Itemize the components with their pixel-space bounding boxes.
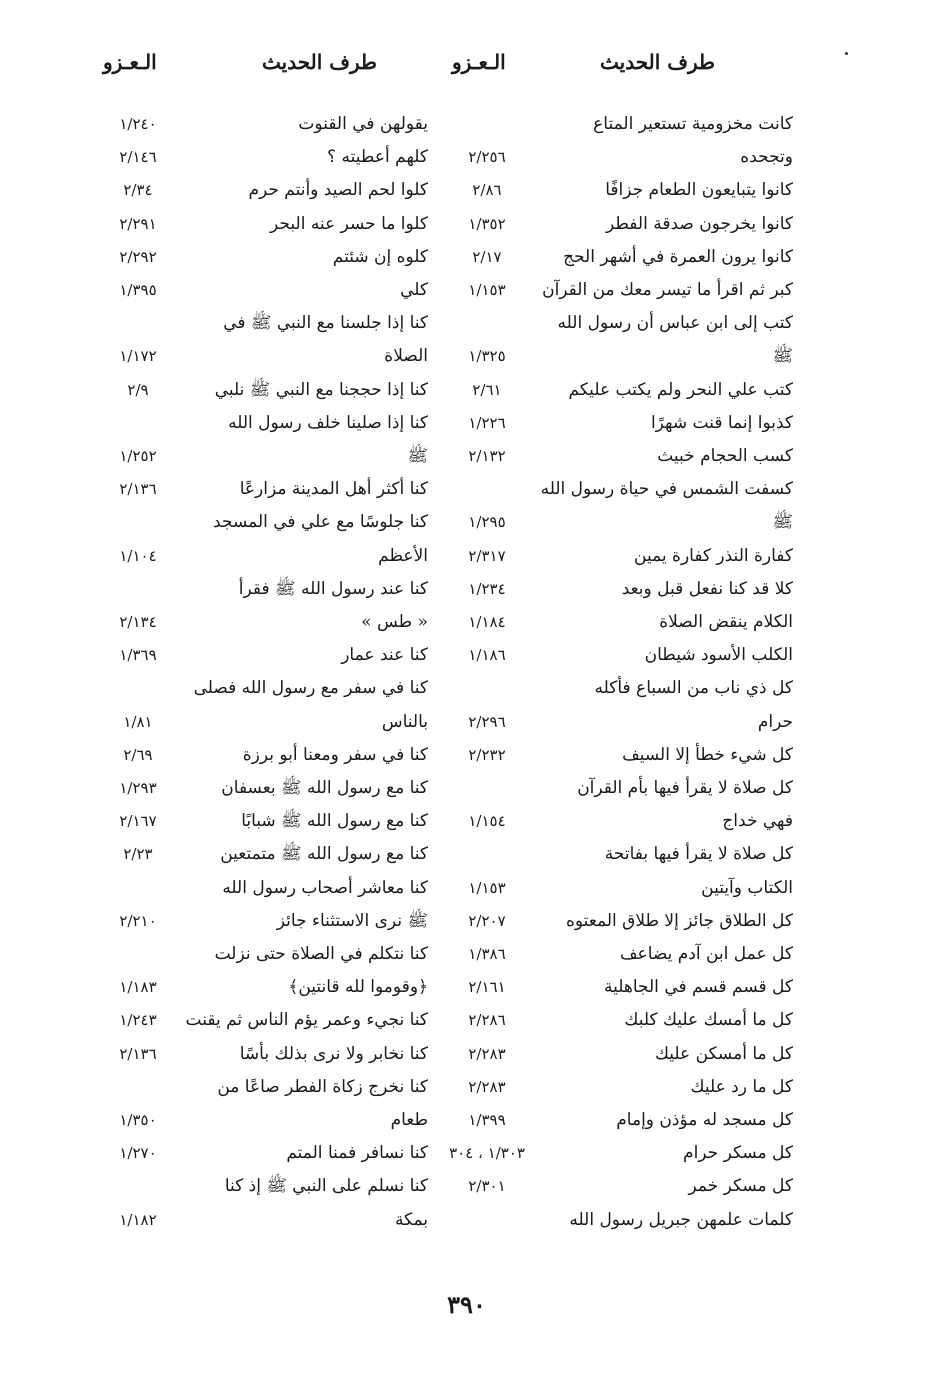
entry-text-line: كنا معاشر أصحاب رسول الله (222, 877, 428, 898)
entry-text-line: كانوا يرون العمرة في أشهر الحج (563, 246, 793, 267)
entry-text-line: كل الطلاق جائز إلا طلاق المعتوه (565, 910, 793, 931)
entry-text-line: حرام (757, 711, 793, 732)
entry-text-line: كنا إذا حججنا مع النبي ﷺ نلبي (214, 379, 428, 400)
corner-mark (845, 52, 848, 55)
entry-ref: ٢/١٣٦ (119, 480, 157, 499)
entry-text-line: كل ما أمسكن عليك (654, 1043, 793, 1064)
entry-text-line: كل مسجد له مؤذن وإمام (616, 1110, 793, 1130)
entry-ref: ١/٢٥٢ (119, 447, 157, 465)
entry-text-line: كل مسكر خمر (688, 1176, 793, 1197)
entry-ref: ٢/٦١ (472, 380, 502, 399)
entry-text-line: كنا نخابر ولا نرى بذلك بأسًا (239, 1043, 428, 1064)
entry-ref: ١/٣٨٦ (468, 945, 506, 963)
entry-ref: ٢/٣٤ (123, 181, 153, 200)
entry-text-line: كنا مع رسول الله ﷺ متمتعين (220, 844, 428, 865)
entry-ref: ١/١٥٣ (468, 281, 506, 299)
entry-ref: ٢/٩ (127, 380, 149, 399)
entry-ref: ١/٢٩٣ (119, 779, 157, 797)
right-ref-header: الـعـزو (452, 50, 506, 74)
entry-text-line: ﷺ نرى الاستثناء جائز (276, 910, 428, 931)
entry-text-line: كتب إلى ابن عباس أن رسول الله (557, 313, 793, 334)
entry-text-line: « طس » (361, 612, 428, 632)
entry-ref: ١/١٧٢ (119, 347, 157, 366)
entry-ref: ١/٣٥٠ (119, 1111, 157, 1129)
entry-ref: ١/٢٤٣ (119, 1011, 157, 1030)
entry-text-line: كنا نتكلم في الصلاة حتى نزلت (214, 944, 428, 964)
entry-text-line: كنا نخرج زكاة الفطر صاعًا من (217, 1076, 428, 1097)
entry-text-line: كنا إذا صلينا خلف رسول الله (228, 412, 428, 433)
entry-text-line: بمكة (394, 1209, 428, 1230)
entry-text-line: كنا إذا جلسنا مع النبي ﷺ في (223, 313, 428, 334)
entry-text-line: كانوا يتبايعون الطعام جزافًا (605, 180, 793, 201)
entry-ref: ١/٣٩٩ (468, 1111, 506, 1129)
entry-ref: ٢/٢٣٢ (468, 745, 506, 764)
entry-ref: ١/١٨٢ (119, 1210, 157, 1229)
entry-text-line: كنا نسافر فمنا المتم (286, 1143, 428, 1164)
entry-text-line: الكلام ينقض الصلاة (659, 612, 793, 632)
entry-text-line: كنا نجيء وعمر يؤم الناس ثم يقنت (185, 1010, 428, 1031)
entry-ref: ٢/٢٩٢ (119, 247, 157, 266)
entry-text-line: كلوه إن شئتم (332, 246, 428, 267)
entry-ref: ١/١٠٤ (119, 546, 157, 565)
entry-text-line: كنا جلوسًا مع علي في المسجد (213, 512, 428, 533)
entry-text-line: كل ما رد عليك (690, 1076, 793, 1097)
entry-ref: ٢/٨٦ (472, 181, 502, 200)
entry-ref: ٢/١٧ (472, 247, 502, 266)
entry-text-line: كنا في سفر مع رسول الله فصلى (193, 678, 428, 699)
entry-text-line: وتجحده (740, 147, 793, 168)
entry-text-line: طعام (390, 1110, 428, 1130)
entry-text-line: كنا مع رسول الله ﷺ بعسفان (221, 778, 428, 798)
entry-text-line: كلي (400, 280, 428, 300)
left-title-header: طرف الحديث (262, 50, 377, 74)
entry-ref: ٢/٢٥٦ (468, 148, 506, 167)
entry-ref: ٢/٢٨٣ (468, 1044, 506, 1063)
entry-ref: ٢/٣٠١ (468, 1177, 506, 1196)
right-title-header: طرف الحديث (600, 50, 715, 74)
entry-ref: ٢/٢٨٣ (468, 1077, 506, 1096)
entry-text-line: كل شيء خطأ إلا السيف (622, 744, 793, 765)
entry-text-line: الكتاب وآيتين (701, 877, 793, 898)
entry-text-line: كفارة النذر كفارة يمين (634, 545, 793, 566)
entry-text-line: كانوا يخرجون صدقة الفطر (605, 213, 793, 234)
page-number: ٣٩٠ (447, 1290, 486, 1319)
entry-ref: ١/١٨٤ (468, 613, 506, 631)
entry-ref: ٢/٢٨٦ (468, 1011, 506, 1030)
entry-text-line: كنا مع رسول الله ﷺ شبابًا (241, 811, 428, 832)
entry-ref: ١/٢٢٦ (468, 413, 506, 432)
entry-ref: ٢/٣١٧ (468, 546, 506, 565)
entry-text-line: الأعظم (378, 545, 428, 566)
entry-ref: ١/١٨٣ (119, 978, 157, 997)
entry-text-line: كنا عند رسول الله ﷺ فقرأ (238, 578, 428, 599)
entry-text-line: ﷺ (772, 512, 793, 533)
entry-ref: ٢/١٣٦ (119, 1044, 157, 1063)
entry-ref: ٢/١٦١ (468, 978, 506, 997)
entry-ref: ٢/٢٣ (123, 845, 153, 864)
entry-text-line: كنا عند عمار (341, 645, 428, 666)
entry-ref: ٢/١٦٧ (119, 812, 157, 831)
entry-text-line: كلا قد كنا نفعل قبل وبعد (621, 578, 793, 599)
entry-text-line: كبر ثم اقرأ ما تيسر معك من القرآن (542, 280, 793, 300)
entry-ref: ١/٣٢٥ (468, 347, 506, 366)
entry-text-line: بالناس (381, 711, 428, 732)
entry-text-line: الكلب الأسود شيطان (644, 645, 793, 666)
entry-ref: ٢/٢٩٦ (468, 712, 506, 731)
entry-ref: ١/٢٧٠ (119, 1144, 157, 1163)
entry-text-line: كنا في سفر ومعنا أبو برزة (242, 744, 428, 765)
entry-ref: ١/٣٩٥ (119, 281, 157, 299)
entry-ref: ١/١٥٤ (468, 812, 506, 831)
entry-text-line: كانت مخزومية تستعير المتاع (593, 114, 793, 134)
entry-text-line: كل عمل ابن آدم يضاعف (619, 944, 793, 964)
entry-ref: ٢/٢١٠ (119, 911, 157, 930)
entry-text-line: كل مسكر حرام (683, 1143, 793, 1164)
entry-ref: ٢/١٣٢ (468, 447, 506, 465)
entry-text-line: كنا أكثر أهل المدينة مزارعًا (239, 479, 428, 500)
entry-text-line: كذبوا إنما قنت شهرًا (650, 412, 793, 433)
entry-ref: ١/٣٠٣ ، ٣٠٤ (449, 1144, 525, 1163)
entry-text-line: كل صلاة لا يقرأ فيها بفاتحة (604, 844, 793, 865)
entry-text-line: كلوا لحم الصيد وأنتم حرم (248, 180, 428, 201)
entry-text-line: كل ما أمسك عليك كلبك (624, 1010, 793, 1031)
entry-ref: ١/١٥٣ (468, 878, 506, 897)
entry-text-line: ﷺ (407, 446, 428, 466)
entry-text-line: ﷺ (772, 346, 793, 367)
entry-ref: ١/٣٥٢ (468, 214, 506, 233)
entry-ref: ١/٢٣٤ (468, 579, 506, 598)
entry-text-line: كلمات علمهن جبريل رسول الله (569, 1209, 793, 1230)
entry-text-line: كسفت الشمس في حياة رسول الله (540, 479, 793, 500)
entry-text-line: الصلاة (384, 346, 428, 367)
entry-text-line: كلوا ما حسر عنه البحر (270, 213, 428, 234)
entry-ref: ١/٨١ (123, 712, 153, 731)
entry-ref: ٢/٢٠٧ (468, 911, 506, 930)
left-ref-header: الـعـزو (103, 50, 157, 74)
entry-text-line: كلهم أعطيته ؟ (327, 147, 428, 168)
entry-text-line: كنا نسلم على النبي ﷺ إذ كنا (224, 1176, 428, 1197)
entry-ref: ١/٢٩٥ (468, 513, 506, 532)
entry-text-line: ﴿وقوموا لله قانتين﴾ (288, 977, 428, 998)
entry-ref: ٢/٢٩١ (119, 214, 157, 233)
entry-text-line: يقولهن في القنوت (298, 114, 428, 134)
entry-ref: ١/٣٦٩ (119, 646, 157, 665)
entry-ref: ١/٢٤٠ (119, 115, 157, 133)
entry-text-line: كل صلاة لا يقرأ فيها بأم القرآن (577, 778, 793, 798)
entry-text-line: كل ذي ناب من السباع فأكله (594, 678, 793, 699)
entry-text-line: كتب علي النحر ولم يكتب عليكم (568, 379, 793, 400)
entry-ref: ٢/٦٩ (123, 745, 153, 764)
entry-ref: ٢/١٣٤ (119, 613, 157, 631)
entry-text-line: كسب الحجام خبيث (657, 446, 793, 466)
entry-text-line: كل قسم قسم في الجاهلية (604, 977, 793, 998)
entry-ref: ٢/١٤٦ (119, 148, 157, 167)
entry-text-line: فهي خداج (722, 811, 793, 832)
entry-ref: ١/١٨٦ (468, 646, 506, 665)
